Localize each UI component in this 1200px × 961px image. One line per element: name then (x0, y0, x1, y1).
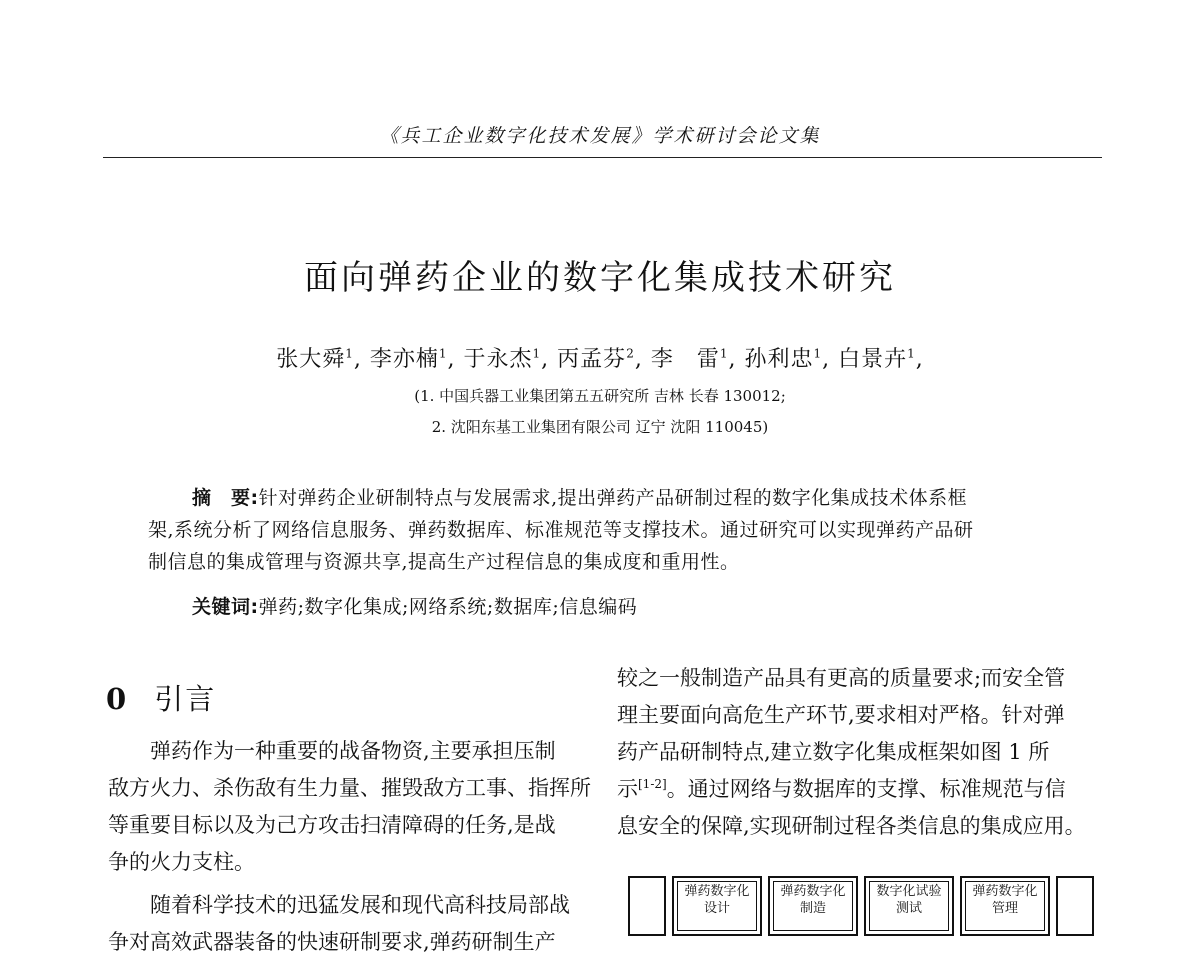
body-line: 较之一般制造产品具有更高的质量要求;而安全管 (617, 666, 1066, 690)
body-line: 息安全的保障,实现研制过程各类信息的集成应用。 (617, 814, 1086, 838)
author-affiliation-mark: 1 (719, 346, 729, 361)
author-affiliation-mark: 1 (813, 346, 823, 361)
figure-box-line1: 弹药数字化 (684, 884, 750, 899)
keywords-text: 弹药;数字化集成;网络系统;数据库;信息编码 (258, 596, 638, 618)
paper-title: 面向弹药企业的数字化集成技术研究 (304, 258, 896, 298)
author-name: 于永杰 (463, 347, 533, 372)
body-line: 随着科学技术的迅猛发展和现代高科技局部战 (150, 893, 570, 917)
author-name: 张大舜 (276, 347, 346, 372)
citation: [1-2] (638, 777, 667, 791)
abstract-text: 针对弹药企业研制特点与发展需求,提出弹药产品研制过程的数字化集成技术体系框 (258, 487, 968, 509)
figure-box (864, 876, 954, 936)
author-affiliation-mark: 1 (907, 346, 916, 361)
body-line: 等重要目标以及为己方攻击扫清障碍的任务,是战 (108, 813, 556, 837)
author-affiliation-mark: 2 (626, 346, 635, 361)
author-affiliation-mark: 1 (532, 346, 542, 361)
keywords-label: 关键词: (192, 596, 259, 618)
body-line: 弹药作为一种重要的战备物资,主要承担压制 (150, 739, 556, 763)
body-column-right (617, 660, 1107, 845)
body-column-left (108, 733, 591, 961)
keywords (192, 592, 1072, 619)
abstract-label: 摘 要: (192, 487, 259, 509)
abstract (148, 482, 1068, 578)
figure-side-frame-left (628, 876, 666, 936)
abstract-line: 制信息的集成管理与资源共享,提高生产过程信息的集成度和重用性。 (148, 551, 740, 573)
figure-box-line1: 数字化试验 (876, 884, 942, 899)
figure-box-line2: 测试 (895, 901, 922, 916)
body-line-text: 示 (617, 777, 638, 801)
body-line: 理主要面向高危生产环节,要求相对严格。针对弹 (617, 703, 1065, 727)
affiliation-2: 2. 沈阳东基工业集团有限公司 辽宁 沈阳 110045) (431, 418, 769, 436)
figure-box-line1: 弹药数字化 (780, 884, 846, 899)
figure-box-line1: 弹药数字化 (972, 884, 1038, 899)
figure-box (768, 876, 858, 936)
abstract-line: 架,系统分析了网络信息服务、弹药数据库、标准规范等支撑技术。通过研究可以实现弹药产品研 (148, 519, 974, 541)
body-line (617, 771, 1107, 808)
figure-box-line2: 制造 (799, 901, 826, 916)
author-list: 张大舜$^1$, 李亦楠$^1$, 于永杰$^1$, 丙孟芬$^2$, 李 雷$^1$, 孙利忠$^1$, 白景卉$^1$, (276, 346, 924, 372)
author-name: 白景卉 (838, 347, 908, 372)
author-affiliation-mark: 1 (438, 346, 448, 361)
body-line: 药产品研制特点,建立数字化集成框架如图 1 所 (617, 740, 1050, 764)
author-name: 李亦楠 (369, 347, 439, 372)
header-rule (103, 157, 1102, 158)
figure-box (960, 876, 1050, 936)
author-name: 丙孟芬 (557, 347, 627, 372)
author-affiliation-mark: 1 (345, 346, 354, 361)
proceedings-header: 《兵工企业数字化技术发展》学术研讨会论文集 (379, 125, 821, 147)
body-line: 争对高效武器装备的快速研制要求,弹药研制生产 (108, 930, 556, 954)
section-number: 0 (106, 682, 129, 716)
body-line: 争的火力支柱。 (108, 850, 255, 874)
abstract-line (148, 482, 1068, 514)
affiliation-1: (1. 中国兵器工业集团第五五研究所 吉林 长春 130012; (414, 387, 786, 405)
author-name: 孙利忠 (744, 347, 814, 372)
section-heading (106, 677, 216, 718)
figure-side-frame-right (1056, 876, 1094, 936)
figure-box (672, 876, 762, 936)
section-title: 引言 (154, 682, 217, 716)
author-name: 李 雷 (650, 347, 720, 372)
body-line-text: 。通过网络与数据库的支撑、标准规范与信 (666, 777, 1066, 801)
figure-box-line2: 设计 (703, 901, 730, 916)
body-line: 敌方火力、杀伤敌有生力量、摧毁敌方工事、指挥所 (108, 776, 591, 800)
figure-box-line2: 管理 (991, 901, 1018, 916)
